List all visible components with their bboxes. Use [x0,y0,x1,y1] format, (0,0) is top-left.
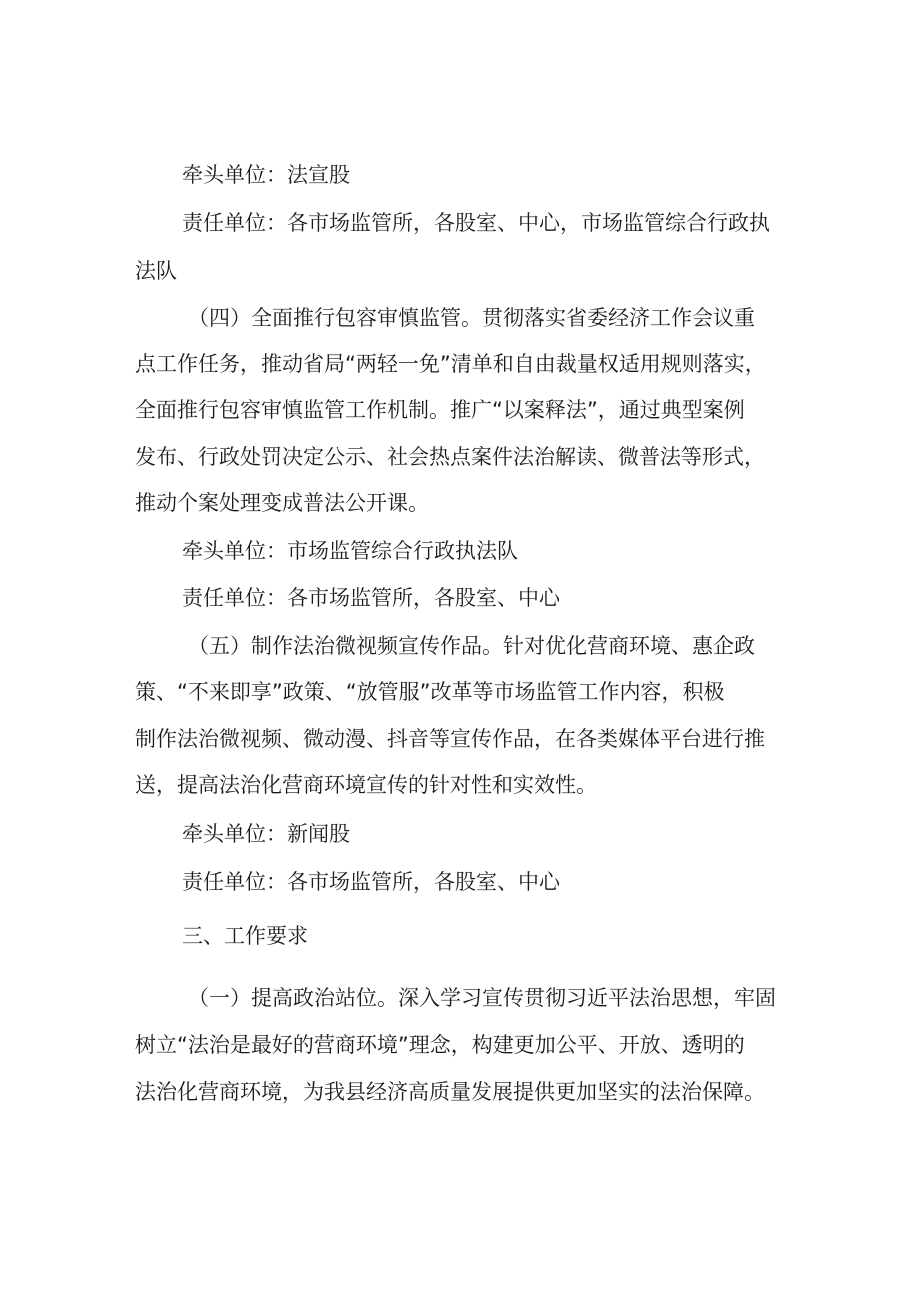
lead-unit-line: 牵头单位：法宣股 [182,163,350,187]
section-heading-five: （五）制作法治微视频宣传作品。针对优化营商环境、惠企政 [188,634,755,658]
paragraph-line: 制作法治微视频、微动漫、抖音等宣传作品，在各类媒体平台进行推 [135,727,765,751]
paragraph-line: 送，提高法治化营商环境宣传的针对性和实效性。 [135,773,597,797]
paragraph-line: 策、“不来即享”政策、“放管服”改革等市场监管工作内容，积极 [135,680,725,704]
paragraph-line: 发布、行政处罚决定公示、社会热点案件法治解读、微普法等形式， [135,445,765,469]
paragraph-line: 法治化营商环境，为我县经济高质量发展提供更加坚实的法治保障。 [135,1080,765,1104]
paragraph-line: 点工作任务，推动省局“两轻一免”清单和自由裁量权适用规则落实， [135,352,766,376]
paragraph-line: 法队 [135,259,177,283]
responsible-unit-line: 责任单位：各市场监管所，各股室、中心 [182,586,560,610]
section-title-work-requirements: 三、工作要求 [182,924,308,948]
section-heading-one: （一）提高政治站位。深入学习宣传贯彻习近平法治思想，牢固 [188,986,776,1010]
lead-unit-line: 牵头单位：市场监管综合行政执法队 [182,539,518,563]
responsible-unit-line: 责任单位：各市场监管所，各股室、中心 [182,870,560,894]
section-heading-four: （四）全面推行包容审慎监管。贯彻落实省委经济工作会议重 [188,306,755,330]
paragraph-line: 全面推行包容审慎监管工作机制。推广“以案释法”，通过典型案例 [135,398,745,422]
paragraph-line: 推动个案处理变成普法公开课。 [135,491,429,515]
lead-unit-line: 牵头单位：新闻股 [182,822,350,846]
responsible-unit-line: 责任单位：各市场监管所，各股室、中心，市场监管综合行政执 [182,211,770,235]
paragraph-line: 树立“法治是最好的营商环境”理念，构建更加公平、开放、透明的 [135,1033,745,1057]
